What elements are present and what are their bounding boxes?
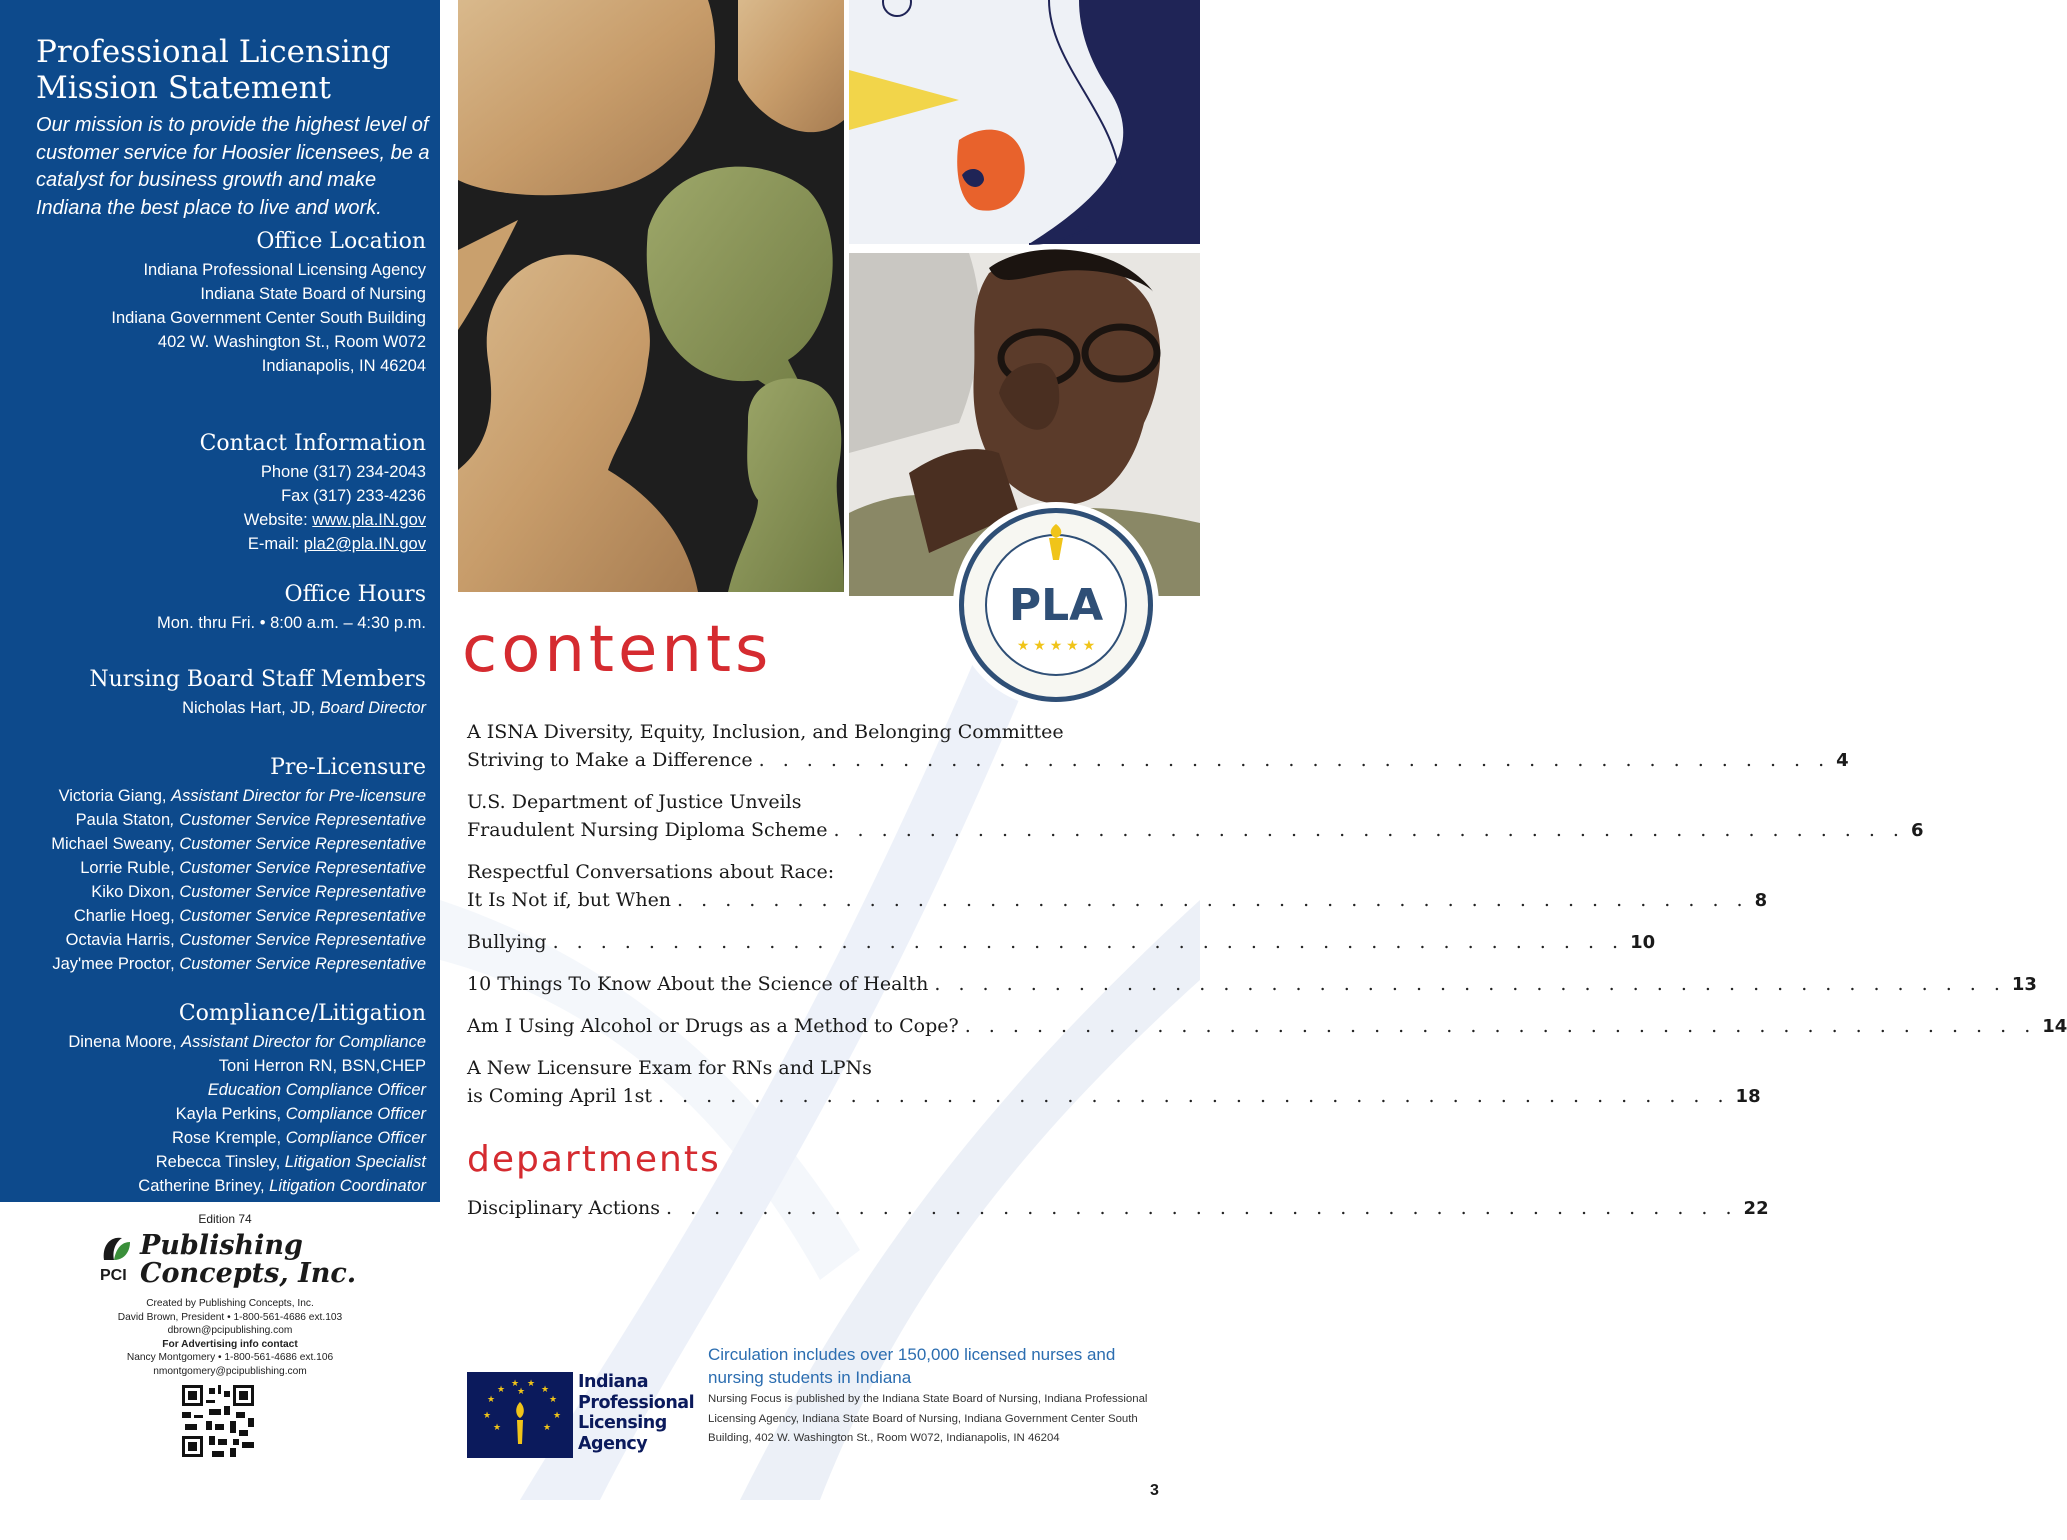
page-number: 3 <box>1150 1482 1159 1499</box>
staff-name: Charlie Hoeg, <box>73 907 180 925</box>
department-entry-title: Disciplinary Actions <box>467 1197 661 1219</box>
toc-entry[interactable] <box>467 858 1768 915</box>
staff-member <box>6 832 426 856</box>
pla-seal-logo <box>951 520 1161 690</box>
mission-title-line1: Professional Licensing <box>36 34 391 70</box>
email-label: E-mail: <box>247 535 304 553</box>
circulation-body: Nursing Focus is published by the Indiana State Board of Nursing, Indiana Professional Licensing Agency, Indiana State Board of Nursing, Indiana Government Center South Building, 402 W. Washington St., Room W072, Indianapolis, IN 46204 <box>708 1393 1148 1444</box>
department-entry[interactable] <box>467 1194 1769 1223</box>
staff-name: Kayla Perkins, <box>175 1105 286 1123</box>
seal-center-text: PLA <box>1008 580 1104 631</box>
svg-text:★: ★ <box>497 1385 506 1395</box>
toc-leader-dots: . . . . . . . . . . . . . . . . . . . . . . . . . . . . . . . . . . . . . . . . . . . . . <box>552 931 1625 953</box>
staff-member <box>6 952 426 976</box>
department-page-number: 22 <box>1743 1198 1769 1219</box>
office-location-section <box>6 228 426 378</box>
staff-member <box>6 1030 426 1054</box>
fax-number: Fax (317) 233-4236 <box>281 487 426 505</box>
toc-page-number: 13 <box>2011 974 2037 995</box>
staff-role: Customer Service Representative <box>179 907 426 925</box>
office-location-heading: Office Location <box>256 229 426 254</box>
credit-line: Created by Publishing Concepts, Inc. <box>146 1298 314 1309</box>
office-location-line: Indiana Professional Licensing Agency <box>143 261 426 279</box>
toc-entry[interactable] <box>467 1012 2067 1041</box>
sidebar-panel <box>0 0 440 1202</box>
staff-member <box>6 1174 426 1198</box>
publisher-logo-text <box>140 1232 356 1288</box>
toc-leader-dots: . . . . . . . . . . . . . . . . . . . . . . . . . . . . . . . . . . . . . . . . . . . . . <box>677 889 1749 911</box>
svg-text:★: ★ <box>511 1379 520 1389</box>
staff-role: Customer Service Representative <box>179 835 426 853</box>
website-line <box>6 508 426 532</box>
staff-name: Toni Herron RN, BSN,CHEP <box>218 1057 426 1075</box>
mission-title <box>36 34 431 106</box>
office-hours-line: Mon. thru Fri. • 8:00 a.m. – 4:30 p.m. <box>157 614 426 632</box>
staff-role: Customer Service Representative <box>179 931 426 949</box>
circulation-headline: Circulation includes over 150,000 licensed nurses and nursing students in Indiana <box>708 1345 1116 1387</box>
departments-title: departments <box>467 1139 721 1180</box>
toc-leader-dots: . . . . . . . . . . . . . . . . . . . . . . . . . . . . . . . . . . . . . . . . . . . . . <box>758 749 1831 771</box>
toc-entry-title: Bullying <box>467 931 547 953</box>
credit-line: nmontgomery@pcipublishing.com <box>153 1365 307 1377</box>
office-location-line: Indiana Government Center South Building <box>111 309 426 327</box>
prelicensure-heading: Pre-Licensure <box>270 755 426 780</box>
crumpled-paper-silhouettes-image <box>458 0 844 592</box>
toc-entry[interactable] <box>467 970 2037 999</box>
publisher-credits <box>60 1297 400 1378</box>
toc-entry-title: Am I Using Alcohol or Drugs as a Method to Cope? <box>467 1015 959 1037</box>
credit-line: dbrown@pcipublishing.com <box>167 1325 293 1336</box>
website-link[interactable]: www.pla.IN.gov <box>312 511 426 529</box>
staff-name: Paula Staton <box>75 811 171 829</box>
email-line <box>6 532 426 556</box>
compliance-heading: Compliance/Litigation <box>178 1001 426 1026</box>
edition-label: Edition 74 <box>198 1212 252 1226</box>
toc-page-number: 10 <box>1630 932 1656 953</box>
staff-name: Victoria Giang, <box>58 787 172 805</box>
toc-entry-title: 10 Things To Know About the Science of Health <box>467 973 929 995</box>
staff-member <box>6 1150 426 1174</box>
toc-entry-title: Fraudulent Nursing Diploma Scheme <box>467 819 828 841</box>
staff-member <box>6 784 426 808</box>
staff-member <box>6 856 426 880</box>
toc-entry-title: Respectful Conversations about Race: <box>467 861 835 883</box>
publisher-logo-line2: Concepts, Inc. <box>140 1258 357 1289</box>
agency-logo-line: Professional <box>578 1392 695 1413</box>
svg-text:★: ★ <box>543 1423 552 1433</box>
toc-leader-dots: . . . . . . . . . . . . . . . . . . . . . . . . . . . . . . . . . . . . . . . . . . . . . <box>833 819 1905 841</box>
office-hours-heading: Office Hours <box>284 582 426 607</box>
staff-role: Customer Service Representative <box>179 883 426 901</box>
svg-text:★: ★ <box>483 1411 492 1421</box>
shouting-illustration-image <box>849 0 1200 244</box>
agency-logo-text <box>578 1372 694 1454</box>
staff-member <box>6 928 426 952</box>
svg-text:★: ★ <box>553 1411 562 1421</box>
indiana-flag-icon <box>467 1372 573 1458</box>
staff-member <box>6 880 426 904</box>
svg-text:★: ★ <box>487 1395 496 1405</box>
staff-name: Rebecca Tinsley, <box>155 1153 285 1171</box>
toc-leader-dots: . . . . . . . . . . . . . . . . . . . . . . . . . . . . . . . . . . . . . . . . . . . . . <box>934 973 2006 995</box>
contact-heading: Contact Information <box>199 431 426 456</box>
mission-title-line2: Mission Statement <box>36 70 332 106</box>
staff-role: Litigation Specialist <box>284 1153 426 1171</box>
shouting-face-illustration <box>849 0 1200 244</box>
website-label: Website: <box>243 511 313 529</box>
toc-leader-dots: . . . . . . . . . . . . . . . . . . . . . . . . . . . . . . . . . . . . . . . . . . . . . <box>666 1197 1738 1219</box>
publisher-logo-line1: Publishing <box>140 1230 303 1261</box>
paper-heads-illustration <box>458 0 844 592</box>
credit-line: For Advertising info contact <box>162 1338 298 1350</box>
staff-heading: Nursing Board Staff Members <box>89 667 426 692</box>
staff-name: Lorrie Ruble, <box>80 859 180 877</box>
toc-page-number: 4 <box>1836 750 1849 771</box>
svg-text:★: ★ <box>527 1379 536 1389</box>
toc-entry-title: is Coming April 1st <box>467 1085 653 1107</box>
staff-name: Nicholas Hart, JD, <box>182 699 320 717</box>
staff-name: Michael Sweany, <box>51 835 180 853</box>
qr-code-icon[interactable] <box>182 1385 254 1457</box>
staff-member <box>6 1054 426 1078</box>
staff-member <box>6 1126 426 1150</box>
svg-text:★: ★ <box>541 1385 550 1395</box>
svg-text:★: ★ <box>517 1387 526 1397</box>
staff-role: Education Compliance Officer <box>207 1081 426 1099</box>
contact-section <box>6 430 426 556</box>
seal-stars: ★ ★ ★ ★ ★ <box>1016 637 1096 653</box>
credit-line: David Brown, President • 1-800-561-4686 ext.103 <box>117 1311 343 1323</box>
toc-entry-title: U.S. Department of Justice Unveils <box>467 791 802 813</box>
staff-role: , Customer Service Representative <box>170 811 426 829</box>
indiana-pla-logo <box>467 1372 695 1458</box>
staff-name: Rose Kremple, <box>171 1129 286 1147</box>
toc-entry-title: A ISNA Diversity, Equity, Inclusion, and Belonging Committee <box>467 721 1064 743</box>
toc-entry[interactable] <box>467 788 1924 845</box>
compliance-section <box>6 1000 426 1198</box>
staff-member <box>6 1078 426 1102</box>
pci-leaf-icon <box>100 1234 132 1264</box>
contents-title: contents <box>462 613 773 687</box>
staff-name: Jay'mee Proctor, <box>52 955 180 973</box>
agency-logo-line: Agency <box>578 1433 648 1454</box>
staff-role: Compliance Officer <box>285 1129 426 1147</box>
staff-member <box>6 904 426 928</box>
office-location-line: Indianapolis, IN 46204 <box>261 357 426 375</box>
staff-member <box>6 808 426 832</box>
staff-role: Litigation Coordinator <box>269 1177 426 1195</box>
office-location-line: 402 W. Washington St., Room W072 <box>157 333 426 351</box>
toc-page-number: 14 <box>2042 1016 2067 1037</box>
svg-text:★: ★ <box>549 1395 558 1405</box>
toc-entry-title: Striving to Make a Difference <box>467 749 753 771</box>
toc-page-number: 6 <box>1910 820 1924 841</box>
email-link[interactable]: pla2@pla.IN.gov <box>303 535 426 553</box>
staff-name: Catherine Briney, <box>138 1177 270 1195</box>
staff-role: Assistant Director for Pre-licensure <box>171 787 426 805</box>
toc-page-number: 18 <box>1735 1086 1761 1107</box>
staff-role: Compliance Officer <box>285 1105 426 1123</box>
staff-role: Board Director <box>319 699 426 717</box>
office-hours-section <box>6 581 426 635</box>
staff-member <box>6 696 426 720</box>
staff-role: Customer Service Representative <box>179 859 426 877</box>
phone-number: Phone (317) 234-2043 <box>260 463 426 481</box>
staff-role: Customer Service Representative <box>179 955 426 973</box>
toc-entry[interactable] <box>467 718 1849 775</box>
toc-entry-title: It Is Not if, but When <box>467 889 672 911</box>
staff-name: Dinena Moore, <box>68 1033 182 1051</box>
office-location-line: Indiana State Board of Nursing <box>200 285 426 303</box>
staff-section <box>6 666 426 720</box>
toc-entry[interactable] <box>467 1054 1761 1111</box>
agency-logo-line: Indiana <box>578 1372 649 1392</box>
publisher-logo-letters: PCI <box>100 1267 127 1284</box>
staff-name: Octavia Harris, <box>65 931 180 949</box>
publisher-logo <box>98 1232 358 1292</box>
toc-leader-dots: . . . . . . . . . . . . . . . . . . . . . . . . . . . . . . . . . . . . . . . . . . . . . <box>964 1015 2037 1037</box>
credit-line: Nancy Montgomery • 1-800-561-4686 ext.106 <box>126 1352 334 1363</box>
staff-name: Kiko Dixon, <box>91 883 180 901</box>
staff-role: Assistant Director for Compliance <box>181 1033 426 1051</box>
mission-text: Our mission is to provide the highest level of customer service for Hoosier licensees, be a catalyst for business growth and make Indiana the best place to live and work. <box>36 114 430 219</box>
toc-page-number: 8 <box>1754 890 1768 911</box>
staff-member <box>6 1102 426 1126</box>
toc-leader-dots: . . . . . . . . . . . . . . . . . . . . . . . . . . . . . . . . . . . . . . . . . . . . . <box>658 1085 1730 1107</box>
prelicensure-section <box>6 754 426 976</box>
svg-text:★: ★ <box>493 1423 502 1433</box>
toc-entry[interactable] <box>467 928 1656 957</box>
agency-logo-line: Licensing <box>578 1413 667 1433</box>
toc-entry-title: A New Licensure Exam for RNs and LPNs <box>467 1057 872 1079</box>
